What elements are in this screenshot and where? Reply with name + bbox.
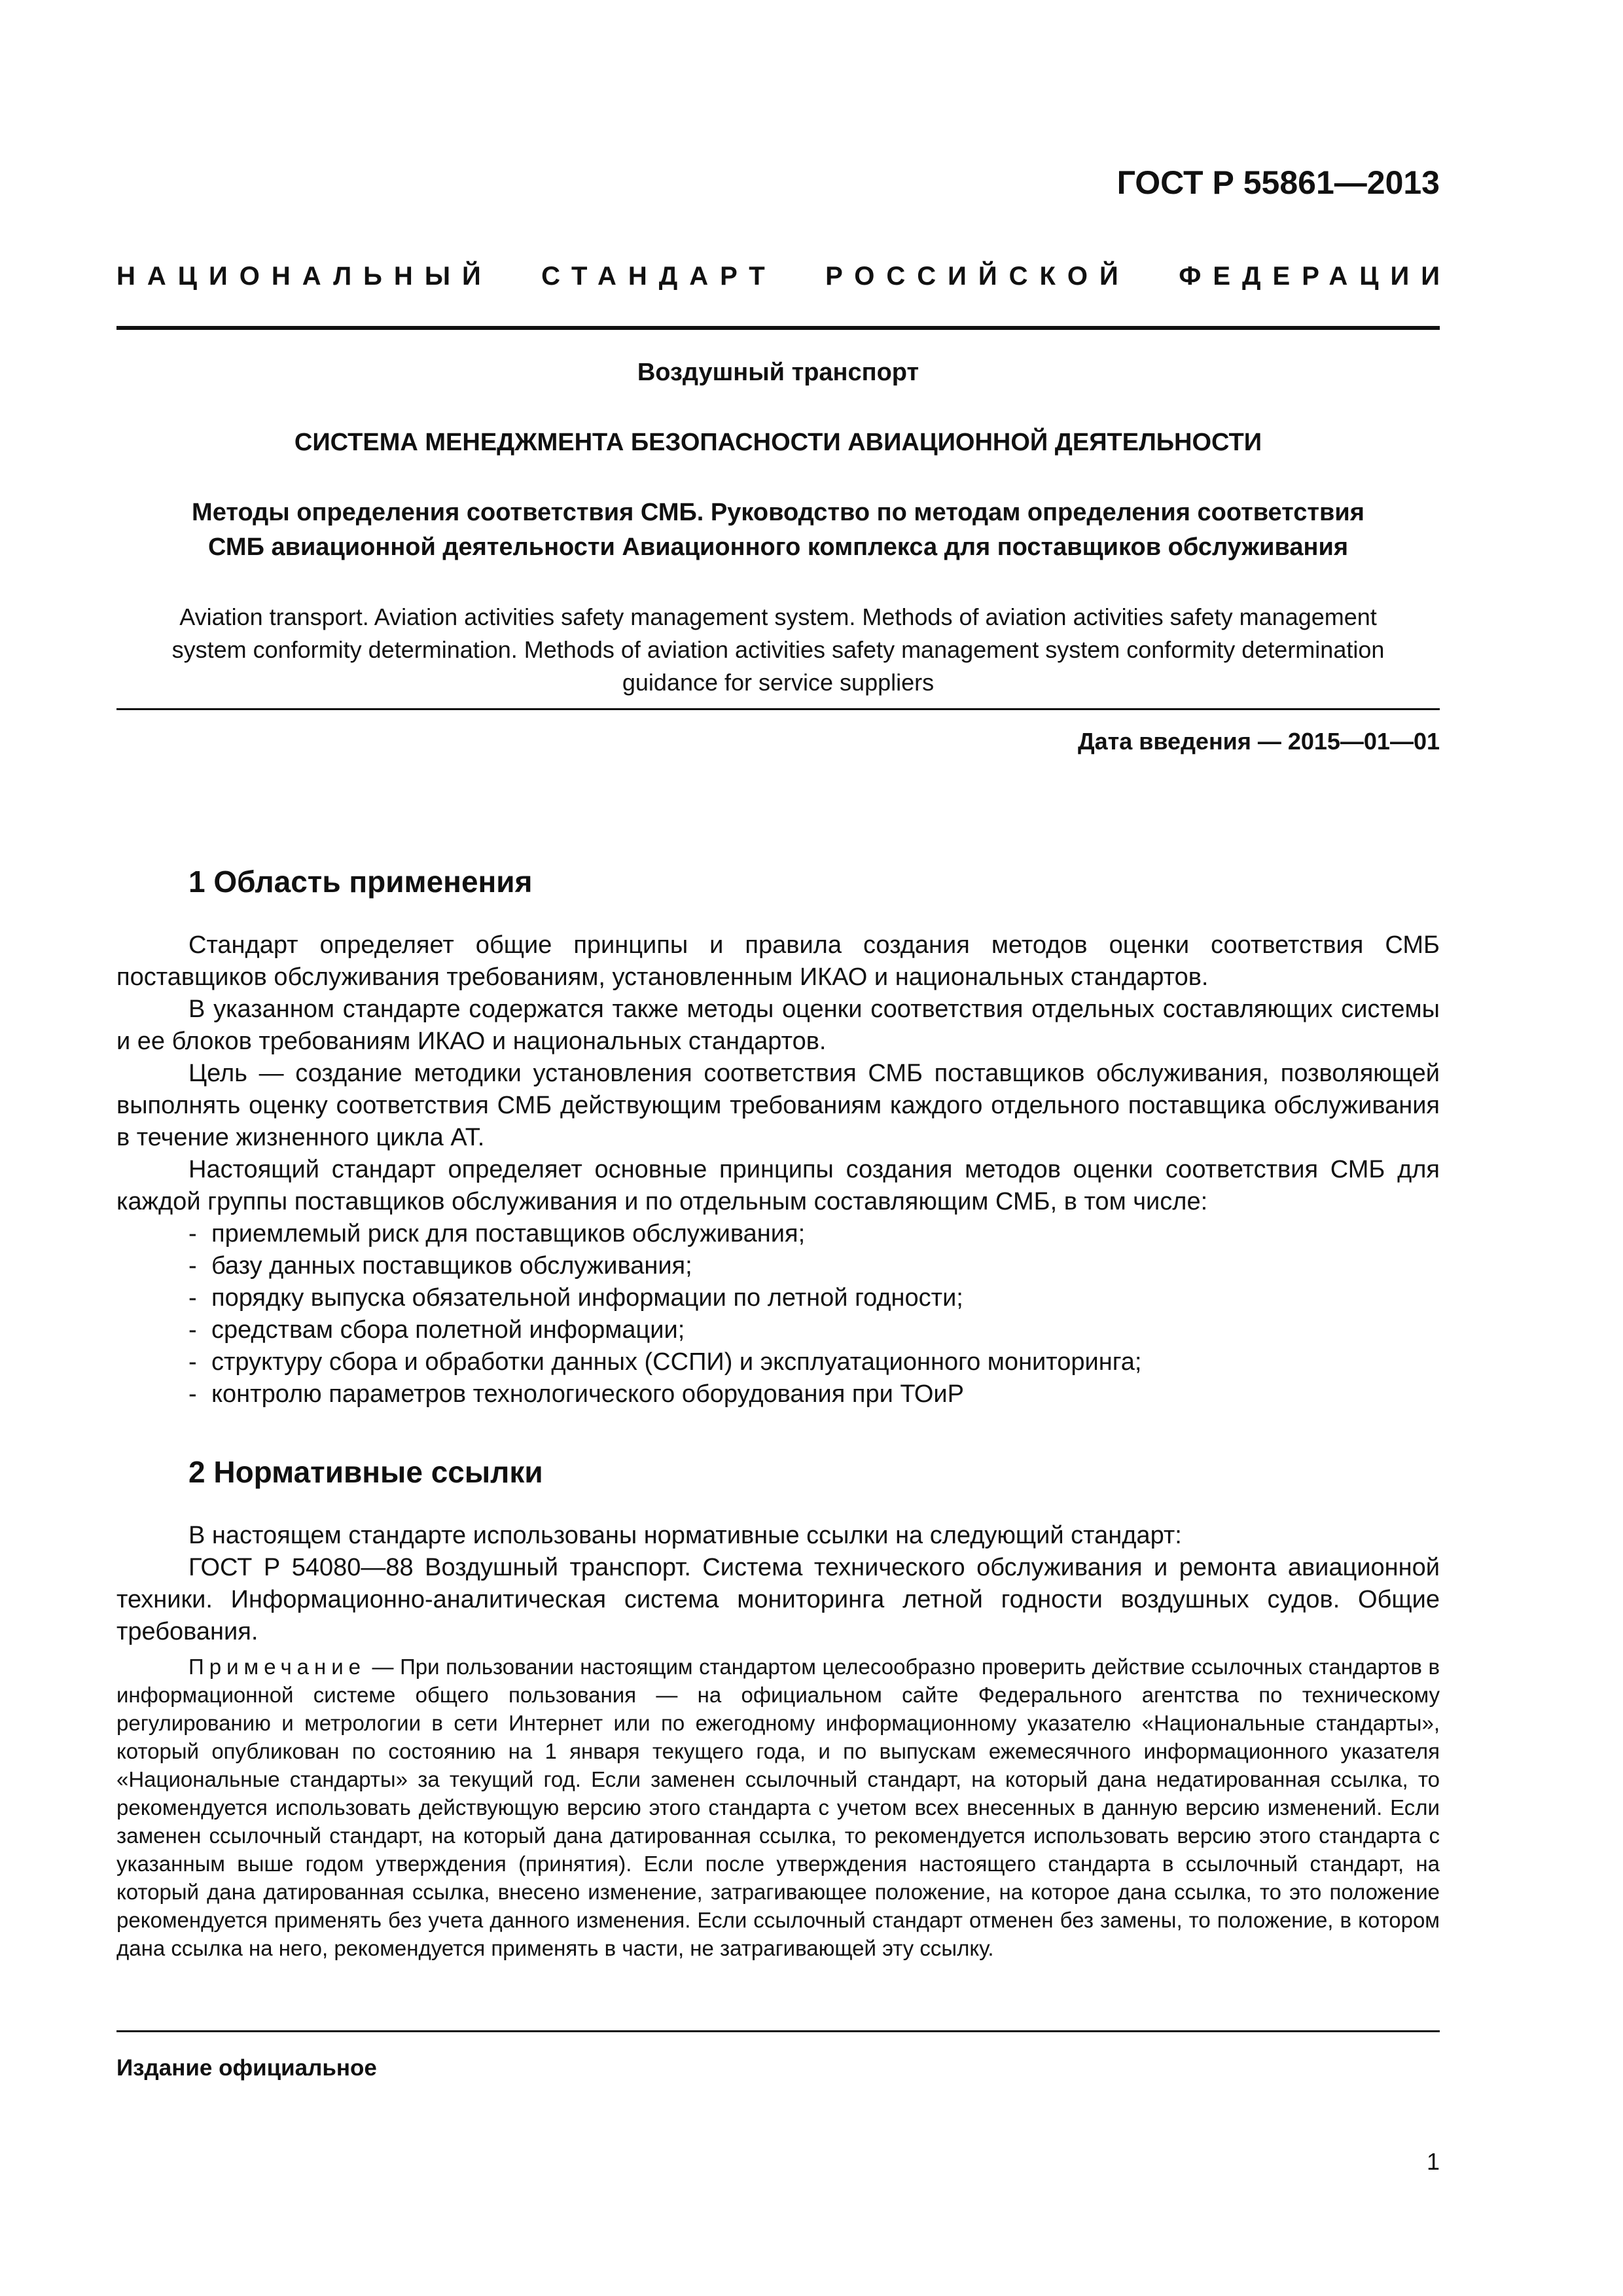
list-item: - структуру сбора и обработки данных (ССПИ) и эксплуатационного мониторинга; [116, 1346, 1440, 1378]
english-title-line-1: Aviation transport. Aviation activities safety management system. Methods of aviation activities safety management [179, 603, 1377, 630]
paragraph: Настоящий стандарт определяет основные принципы создания методов оценки соответствия СМБ для каждой группы поставщиков обслуживания и по отдельным составляющим СМБ, в том числе: [116, 1156, 1440, 1215]
list-item: - базу данных поставщиков обслуживания; [116, 1250, 1440, 1282]
list-item: - средствам сбора полетной информации; [116, 1314, 1440, 1346]
reference-note [116, 1653, 1440, 1962]
national-standard-header [116, 262, 1452, 291]
paragraph: Стандарт определяет общие принципы и правила создания методов оценки соответствия СМБ поставщиков обслуживания требованиям, установленным ИКАО и национальных стандартов. [116, 931, 1440, 991]
section-2-heading: 2 Нормативные ссылки [188, 1455, 543, 1489]
subtitle-line-2: СМБ авиационной деятельности Авиационного комплекса для поставщиков обслуживания [207, 533, 1349, 561]
list-item: - порядку выпуска обязательной информации по летной годности; [116, 1282, 1440, 1314]
note-text: — При пользовании настоящим стандартом целесообразно проверить действие ссылочных стандартов в информационной системе общего пользования — на официальном сайте Федерального агентства по техническому регулированию и метрологии в сети Интернет или по ежегодному информационному указателю «Национальные стандарты», который опубликован по состоянию на 1 января текущего года, и по выпускам ежемесячного информационного указателя «Национальные стандарты» за текущий год. Если заменен ссылочный стандарт, на который дана недатированная ссылка, то рекомендуется использовать действующую версию этого стандарта с учетом всех внесенных в данную версию изменений. Если заменен ссылочный стандарт, на который дана датированная ссылка, то рекомендуется использовать версию этого стандарта с указанным выше годом утверждения (принятия). Если после утверждения настоящего стандарта в ссылочный стандарт, на который дана датированная ссылка, внесено изменение, затрагивающее положение, на которое дана ссылка, то это положение рекомендуется применять без учета данного изменения. Если ссылочный стандарт отменен без замены, то положение, в котором дана ссылка на него, рекомендуется применять в части, не затрагивающей эту ссылку. [116, 1655, 1440, 1960]
gost-code: ГОСТ Р 55861—2013 [1116, 164, 1440, 201]
paragraph: В настоящем стандарте использованы нормативные ссылки на следующий стандарт: [188, 1522, 1182, 1549]
header-word: НАЦИОНАЛЬНЫЙ [116, 262, 493, 291]
note-label: Примечание [188, 1655, 366, 1679]
main-title: СИСТЕМА МЕНЕДЖМЕНТА БЕЗОПАСНОСТИ АВИАЦИОННОЙ ДЕЯТЕЛЬНОСТИ [294, 429, 1262, 456]
header-word: ФЕДЕРАЦИИ [1179, 262, 1452, 291]
section-1-heading: 1 Область применения [188, 865, 533, 899]
paragraph: Цель — создание методики установления соответствия СМБ поставщиков обслуживания, позволяющей выполнять оценку соответствия СМБ действующим требованиям каждого отдельного поставщика обслуживания в течение жизненного цикла АТ. [116, 1060, 1440, 1151]
document-page [116, 0, 1452, 2296]
english-title-line-3: guidance for service suppliers [622, 669, 935, 696]
subtitle-line-1: Методы определения соответствия СМБ. Руководство по методам определения соответствия [192, 499, 1364, 526]
section-1-body [116, 929, 1440, 1410]
header-word: РОССИЙСКОЙ [825, 262, 1130, 291]
header-divider [116, 326, 1440, 330]
list-item: - приемлемый риск для поставщиков обслуживания; [116, 1218, 1440, 1250]
scope-list [116, 1218, 1440, 1410]
list-item: - контролю параметров технологического оборудования при ТОиР [116, 1378, 1440, 1410]
introduction-date: Дата введения — 2015—01—01 [1077, 728, 1440, 755]
paragraph: В указанном стандарте содержатся также методы оценки соответствия отдельных составляющих системы и ее блоков требованиям ИКАО и национальных стандартов. [116, 996, 1440, 1055]
title-divider [116, 708, 1440, 710]
paragraph: ГОСТ Р 54080—88 Воздушный транспорт. Система технического обслуживания и ремонта авиационной техники. Информационно-аналитическая система мониторинга летной годности воздушных судов. Общие требования. [116, 1554, 1440, 1645]
english-title-line-2: system conformity determination. Methods of aviation activities safety management system conformity determination [171, 636, 1385, 663]
page-number: 1 [1426, 2148, 1440, 2175]
category-title: Воздушный транспорт [637, 359, 919, 386]
section-2-body [116, 1520, 1440, 1648]
header-word: СТАНДАРТ [541, 262, 777, 291]
footer-divider [116, 2030, 1440, 2032]
edition-label: Издание официальное [116, 2055, 377, 2081]
